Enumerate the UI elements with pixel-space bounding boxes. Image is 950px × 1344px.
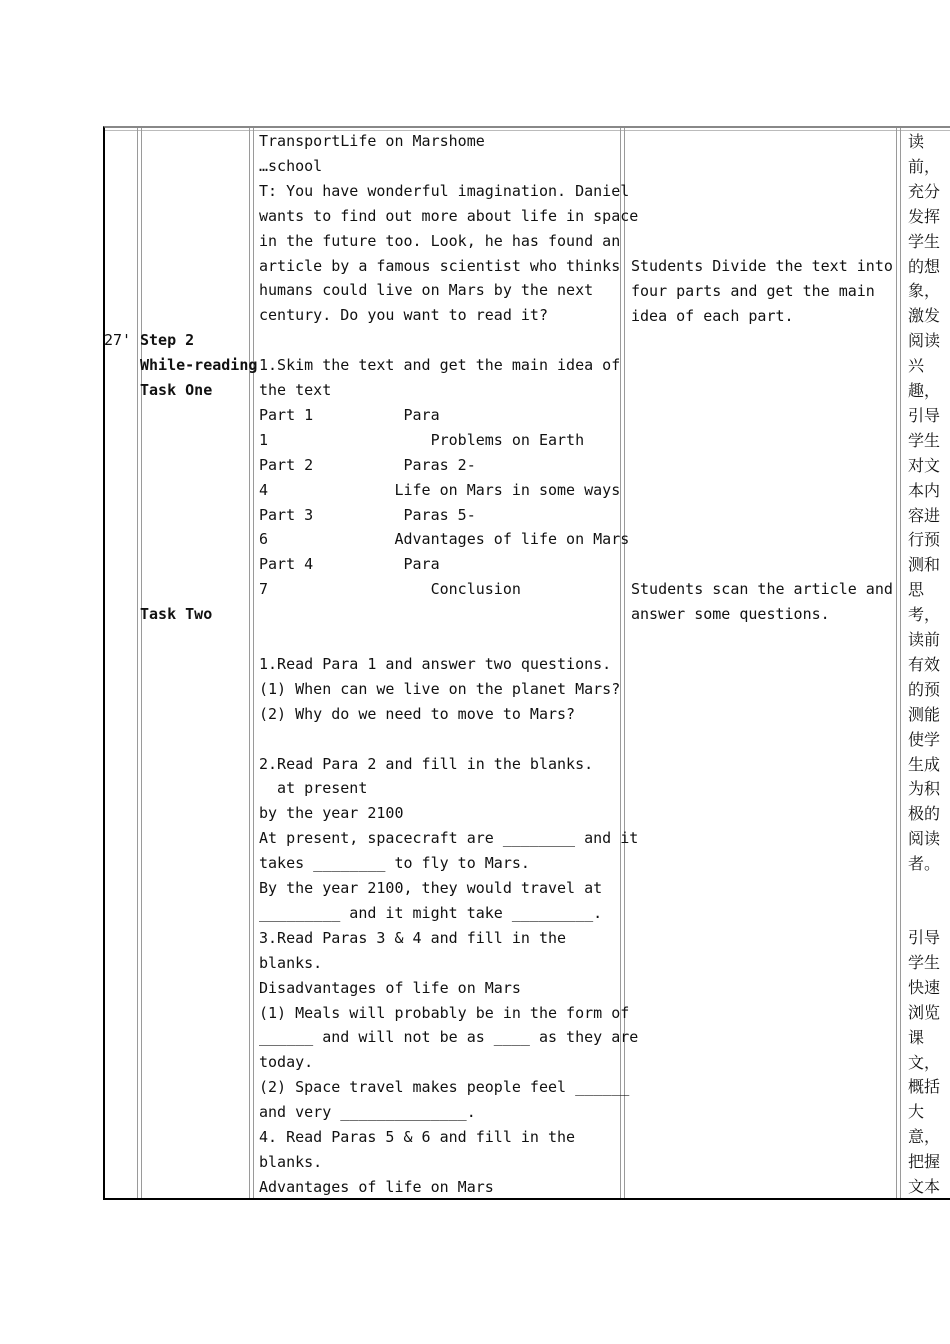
note-line: 兴 xyxy=(908,356,925,376)
note-line: 生成 xyxy=(908,754,941,774)
content-line: 1.Skim the text and get the main idea of xyxy=(259,356,621,375)
while-reading-label: While-reading xyxy=(140,356,258,374)
activity-line: idea of each part. xyxy=(631,307,794,325)
content-line: and very ______________. xyxy=(259,1103,476,1122)
content-line: T: You have wonderful imagination. Daniel xyxy=(259,181,630,200)
note-line: 意， xyxy=(908,1127,941,1147)
note-line: 大 xyxy=(908,1102,925,1122)
note-line: 前， xyxy=(908,156,941,176)
note-line: 趣， xyxy=(908,381,941,400)
content-line: 1.Read Para 1 and answer two questions. xyxy=(259,654,612,673)
content-line: _________ and it might take _________. xyxy=(259,903,603,922)
note-line: 使学 xyxy=(908,729,941,749)
content-line: Disadvantages of life on Mars xyxy=(259,978,521,997)
note-line: 容进 xyxy=(908,505,941,525)
note-line: 学生 xyxy=(908,430,941,450)
note-line: 充分 xyxy=(908,181,941,201)
note-line: 本内 xyxy=(908,480,941,500)
content-line: Part 1 Para xyxy=(259,405,440,424)
content-line: (2) Why do we need to move to Mars? xyxy=(259,704,576,723)
content-line: 7 Conclusion xyxy=(259,580,521,599)
content-line: (1) When can we live on the planet Mars? xyxy=(259,679,621,698)
content-line: humans could live on Mars by the next xyxy=(259,281,594,300)
content-line: wants to find out more about life in space xyxy=(259,206,639,225)
activity-line: Students scan the article and xyxy=(631,580,893,598)
content-line: ______ and will not be as ____ as they are xyxy=(259,1028,639,1047)
note-line: 对文 xyxy=(908,455,941,475)
note-line: 引导 xyxy=(908,405,941,425)
note-line: 阅读 xyxy=(908,331,941,351)
content-line: Part 4 Para xyxy=(259,555,440,574)
content-line: At present, spacecraft are ________ and it xyxy=(259,829,639,848)
note-line: 引导 xyxy=(908,928,941,947)
content-line: (2) Space travel makes people feel ______ xyxy=(259,1078,630,1097)
content-line: today. xyxy=(259,1053,314,1072)
note-line: 快速 xyxy=(908,977,941,997)
column-divider-2 xyxy=(249,128,254,1198)
content-line: 3.Read Paras 3 & 4 and fill in the xyxy=(259,928,567,947)
note-line: 学生 xyxy=(908,952,941,972)
column-divider-1 xyxy=(137,128,142,1198)
note-line: 激发 xyxy=(908,306,941,326)
task-one-label: Task One xyxy=(140,381,213,399)
note-line: 考， xyxy=(908,605,941,625)
content-line: at present xyxy=(259,779,368,798)
content-line: TransportLife on Marshome xyxy=(259,132,485,150)
content-line: 4. Read Paras 5 & 6 and fill in the xyxy=(259,1128,576,1146)
note-line: 读 xyxy=(908,132,925,151)
activity-line: Students Divide the text into xyxy=(631,257,893,275)
note-line: 的预 xyxy=(908,679,941,699)
note-line: 文， xyxy=(908,1052,941,1072)
note-line: 思 xyxy=(908,580,925,600)
note-line: 象， xyxy=(908,281,941,301)
note-line: 的想 xyxy=(908,256,941,276)
content-line: blanks. xyxy=(259,953,323,972)
note-line: 行预 xyxy=(908,530,941,550)
note-line: 浏览 xyxy=(908,1002,941,1022)
content-line: takes ________ to fly to Mars. xyxy=(259,854,530,873)
note-line: 概括 xyxy=(908,1077,941,1097)
content-line: century. Do you want to read it? xyxy=(259,306,548,325)
step-label: Step 2 xyxy=(140,331,195,349)
content-line: by the year 2100 xyxy=(259,804,404,823)
note-line: 读前 xyxy=(908,630,941,649)
time-cell: 27' xyxy=(104,331,132,349)
note-line: 者。 xyxy=(908,854,941,874)
content-line: Part 2 Paras 2- xyxy=(259,455,476,474)
activity-line: answer some questions. xyxy=(631,605,830,623)
task-two-label: Task Two xyxy=(140,605,213,623)
note-line: 学生 xyxy=(908,231,941,251)
content-line: Part 3 Paras 5- xyxy=(259,505,476,524)
content-line: (1) Meals will probably be in the form of xyxy=(259,1003,630,1022)
note-line: 发挥 xyxy=(908,206,941,226)
content-line: 2.Read Para 2 and fill in the blanks. xyxy=(259,754,594,773)
activity-line: four parts and get the main xyxy=(631,282,875,300)
note-line: 测和 xyxy=(908,555,941,575)
note-line: 有效 xyxy=(908,654,941,674)
content-line: …school xyxy=(259,156,323,175)
content-line: By the year 2100, they would travel at xyxy=(259,879,603,897)
note-line: 阅读 xyxy=(908,829,941,849)
content-line: article by a famous scientist who thinks xyxy=(259,256,621,275)
table-top-rule xyxy=(105,130,950,131)
note-line: 课 xyxy=(908,1027,925,1047)
note-line: 极的 xyxy=(908,804,941,824)
note-line: 把握 xyxy=(908,1152,941,1172)
note-line: 测能 xyxy=(908,704,941,724)
note-line: 为积 xyxy=(908,779,941,799)
content-line: the text xyxy=(259,381,332,399)
content-line: 4 Life on Mars in some ways xyxy=(259,480,621,499)
content-line: in the future too. Look, he has found an xyxy=(259,231,621,250)
content-line: 6 Advantages of life on Mars xyxy=(259,530,630,549)
content-line: 1 Problems on Earth xyxy=(259,430,585,449)
content-line: Advantages of life on Mars xyxy=(259,1177,494,1196)
content-line: blanks. xyxy=(259,1152,323,1171)
column-divider-4 xyxy=(896,128,901,1198)
note-line: 文本 xyxy=(908,1177,941,1196)
